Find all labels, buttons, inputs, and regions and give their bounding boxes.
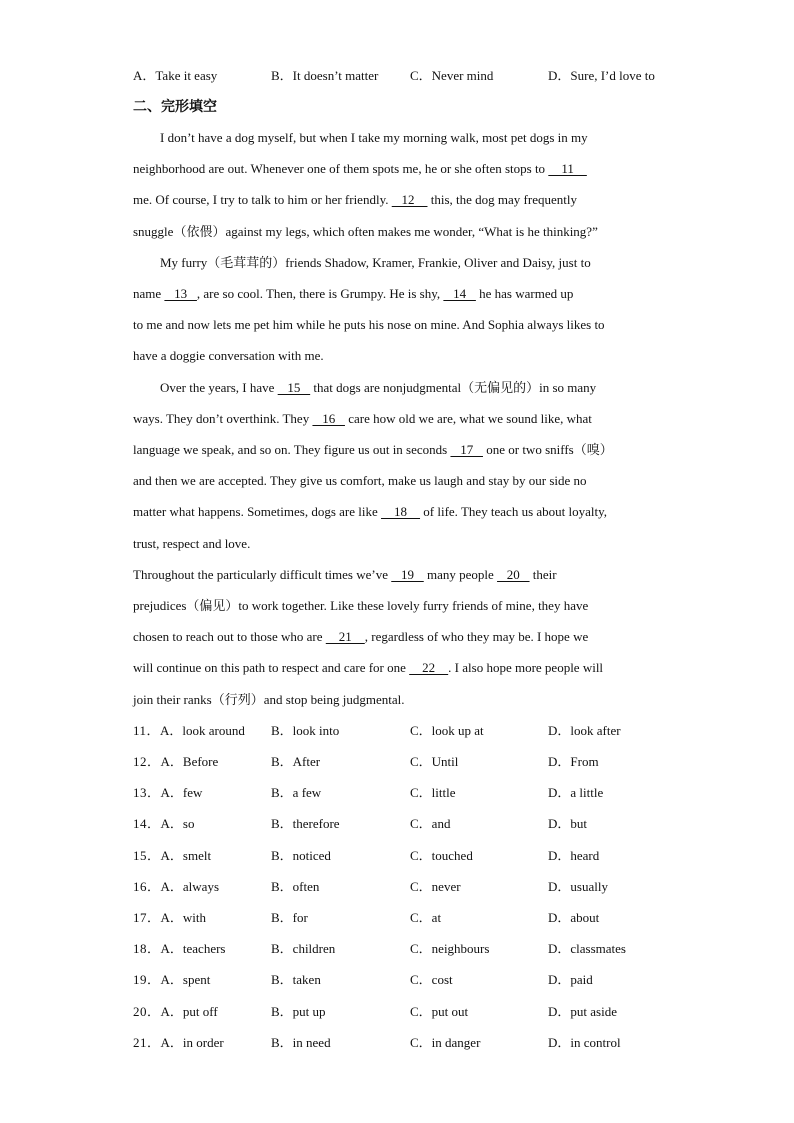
option-a: A．look around — [160, 723, 245, 738]
option-a: A．so — [160, 816, 195, 831]
question-number: 19． — [133, 972, 161, 987]
option-a: A．teachers — [160, 941, 226, 956]
option-c: C．put out — [410, 1004, 469, 1019]
question-number: 13． — [133, 785, 161, 800]
blank-21: 21 — [325, 629, 365, 644]
option-c: C．touched — [410, 848, 473, 863]
passage-line: will continue on this path to respect and care for one 22 . I also hope more people will — [133, 658, 603, 678]
option-c: C．cost — [410, 972, 453, 987]
question-number: 18． — [133, 941, 161, 956]
question-number: 21． — [133, 1035, 161, 1050]
blank-12: 12 — [391, 192, 428, 207]
question-row — [133, 814, 693, 834]
option-a: A．always — [160, 879, 220, 894]
option-d: D．about — [548, 910, 600, 925]
blank-16: 16 — [312, 411, 345, 426]
section-title: 二、完形填空 — [133, 99, 217, 115]
blank-19: 19 — [391, 567, 424, 582]
option-d: D．look after — [548, 723, 621, 738]
passage-line: join their ranks（行列）and stop being judgmental. — [133, 692, 405, 707]
option-c: C．neighbours — [410, 941, 490, 956]
option-d: D．but — [548, 816, 588, 831]
blank-17: 17 — [450, 442, 483, 457]
option-b: B．taken — [271, 972, 321, 987]
option-b: B．look into — [271, 723, 340, 738]
blank-11: 11 — [548, 161, 587, 176]
option-a: A．smelt — [160, 848, 212, 863]
option-a: A．put off — [160, 1004, 218, 1019]
question-number: 12． — [133, 754, 161, 769]
option-a: A．with — [160, 910, 207, 925]
passage-line: prejudices（偏见）to work together. Like these lovely furry friends of mine, they have — [133, 598, 589, 613]
option-a: A．few — [160, 785, 203, 800]
question-number: 15． — [133, 848, 161, 863]
option-d: D．put aside — [548, 1004, 617, 1019]
option-c: C．in danger — [410, 1035, 481, 1050]
option-b: B．It doesn’t matter — [271, 68, 379, 83]
question-number: 20． — [133, 1004, 161, 1019]
option-b: B．therefore — [271, 816, 340, 831]
option-c: C．never — [410, 879, 461, 894]
blank-15: 15 — [277, 380, 311, 395]
passage-line: me. Of course, I try to talk to him or her friendly. 12 this, the dog may frequently — [133, 190, 577, 210]
blank-14: 14 — [443, 286, 476, 301]
option-b: B．in need — [271, 1035, 331, 1050]
option-c: C．Until — [410, 754, 459, 769]
option-b: B．noticed — [271, 848, 331, 863]
passage-line: language we speak, and so on. They figure us out in seconds 17 one or two sniffs（嗅） — [133, 440, 613, 460]
option-a: A．spent — [160, 972, 211, 987]
question-row — [133, 721, 693, 741]
option-c: C．and — [410, 816, 451, 831]
question-number: 16． — [133, 879, 161, 894]
passage-line: I don’t have a dog myself, but when I take my morning walk, most pet dogs in my — [160, 130, 588, 145]
question-row — [133, 783, 693, 803]
blank-20: 20 — [497, 567, 530, 582]
option-c: C．little — [410, 785, 456, 800]
passage-line: snuggle（依偎）against my legs, which often makes me wonder, “What is he thinking?” — [133, 224, 598, 239]
blank-18: 18 — [381, 504, 421, 519]
question-row — [133, 877, 693, 897]
option-d: D．classmates — [548, 941, 626, 956]
blank-22: 22 — [409, 660, 449, 675]
question-row — [133, 752, 693, 772]
passage-line: have a doggie conversation with me. — [133, 348, 324, 363]
option-c: C．at — [410, 910, 442, 925]
prev-question-options — [133, 66, 693, 86]
option-b: B．children — [271, 941, 336, 956]
option-b: B．put up — [271, 1004, 326, 1019]
option-c: C．Never mind — [410, 68, 494, 83]
passage-line: Throughout the particularly difficult times we’ve 19 many people 20 their — [133, 565, 557, 585]
passage-line: My furry（毛茸茸的）friends Shadow, Kramer, Frankie, Oliver and Daisy, just to — [160, 255, 591, 270]
passage-line: trust, respect and love. — [133, 536, 251, 551]
passage-line: name 13 , are so cool. Then, there is Grumpy. He is shy, 14 he has warmed up — [133, 284, 573, 304]
option-c: C．look up at — [410, 723, 484, 738]
question-number: 17． — [133, 910, 161, 925]
passage-line: to me and now lets me pet him while he puts his nose on mine. And Sophia always likes to — [133, 317, 605, 332]
question-row — [133, 1033, 693, 1053]
option-a: A．Take it easy — [133, 68, 218, 83]
question-number: 14． — [133, 816, 161, 831]
question-row — [133, 908, 693, 928]
option-d: D．Sure, I’d love to — [548, 68, 655, 83]
question-row — [133, 846, 693, 866]
blank-13: 13 — [164, 286, 197, 301]
passage-line: neighborhood are out. Whenever one of them spots me, he or she often stops to 11 — [133, 159, 587, 179]
passage-line: chosen to reach out to those who are 21 , regardless of who they may be. I hope we — [133, 627, 588, 647]
option-b: B．for — [271, 910, 308, 925]
option-a: A．Before — [160, 754, 219, 769]
option-d: D．From — [548, 754, 599, 769]
option-d: D．in control — [548, 1035, 621, 1050]
question-number: 11． — [133, 723, 161, 738]
option-d: D．heard — [548, 848, 600, 863]
option-b: B．a few — [271, 785, 322, 800]
passage-line: Over the years, I have 15 that dogs are nonjudgmental（无偏见的）in so many — [160, 378, 596, 398]
passage-line: and then we are accepted. They give us comfort, make us laugh and stay by our side no — [133, 473, 587, 488]
question-row — [133, 970, 693, 990]
question-row — [133, 1002, 693, 1022]
passage-line: ways. They don’t overthink. They 16 care how old we are, what we sound like, what — [133, 409, 592, 429]
option-b: B．After — [271, 754, 321, 769]
option-d: D．usually — [548, 879, 608, 894]
option-d: D．paid — [548, 972, 593, 987]
question-row — [133, 939, 693, 959]
passage-line: matter what happens. Sometimes, dogs are like 18 of life. They teach us about loyalty, — [133, 502, 607, 522]
option-d: D．a little — [548, 785, 604, 800]
option-b: B．often — [271, 879, 320, 894]
option-a: A．in order — [160, 1035, 224, 1050]
